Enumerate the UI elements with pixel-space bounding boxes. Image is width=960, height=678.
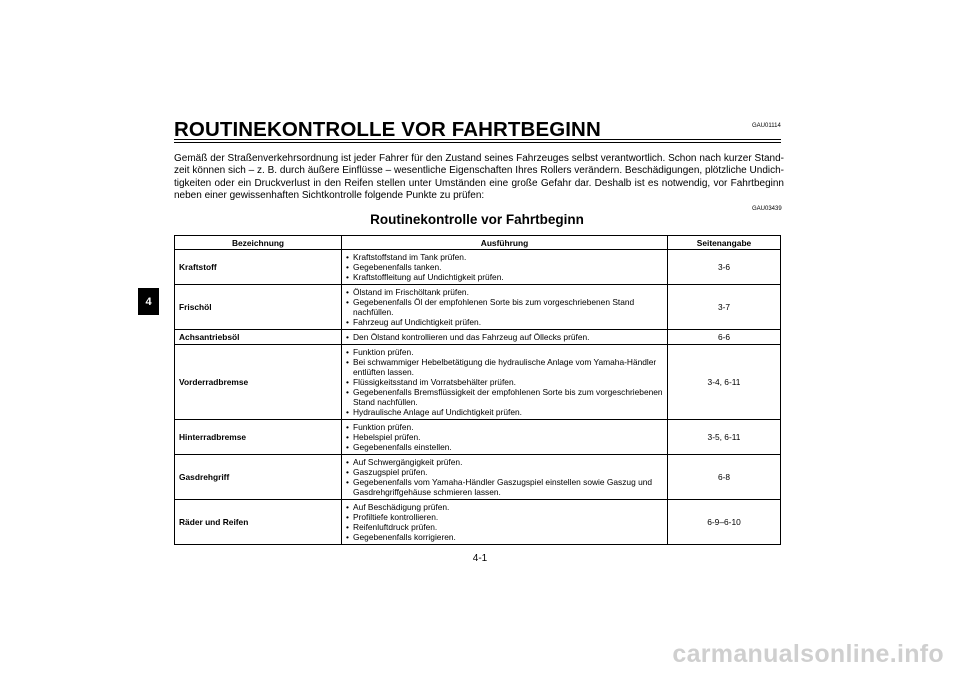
step-item: • Profiltiefe kontrollieren. [346,512,663,522]
reference-code-table: GAU03439 [752,206,782,212]
table-title: Routinekontrolle vor Fahrtbeginn [370,212,584,227]
row-name: Hinterradbremse [175,420,342,455]
row-steps [342,455,668,500]
step-item: • Gegebenenfalls tanken. [346,262,663,272]
step-item: • Auf Beschädigung prüfen. [346,502,663,512]
step-item: • Kraftstoffstand im Tank prüfen. [346,252,663,262]
intro-paragraph [174,153,784,203]
step-item: • Funktion prüfen. [346,347,663,357]
row-steps [342,330,668,345]
table-row [175,285,781,330]
step-item: • Fahrzeug auf Undichtigkeit prüfen. [346,317,663,327]
row-page-reference: 6-9–6-10 [668,500,781,545]
step-item: • Auf Schwergängigkeit prüfen. [346,457,663,467]
watermark: carmanualsonline.info [672,640,944,668]
step-item: • Gegebenenfalls Öl der empfohlenen Sorte bis zum vorgeschriebenen Stand nachfüllen. [346,297,663,317]
column-header-work: Ausführung [342,236,668,250]
column-header-page: Seitenangabe [668,236,781,250]
row-steps [342,500,668,545]
page-title: ROUTINEKONTROLLE VOR FAHRTBEGINN [174,118,601,141]
row-name: Kraftstoff [175,250,342,285]
table-row [175,420,781,455]
row-steps [342,285,668,330]
step-item: • Funktion prüfen. [346,422,663,432]
row-page-reference: 6-6 [668,330,781,345]
step-list [346,252,663,282]
step-item: • Reifenluftdruck prüfen. [346,522,663,532]
page-number: 4-1 [472,553,488,564]
row-name: Achsantriebsöl [175,330,342,345]
table-row [175,500,781,545]
table-header-row [175,236,781,250]
row-page-reference: 3-5, 6-11 [668,420,781,455]
step-list [346,287,663,327]
row-page-reference: 6-8 [668,455,781,500]
row-page-reference: 3-7 [668,285,781,330]
table-row [175,330,781,345]
intro-line: Gemäß der Straßenverkehrsordnung ist jeder Fahrer für den Zustand seines Fahrzeuges selbst verantwortlich. Schon nach kurzer Stand- [174,153,784,164]
row-page-reference: 3-6 [668,250,781,285]
step-item: • Gegebenenfalls vom Yamaha-Händler Gaszugspiel einstellen sowie Gaszug und Gasdrehgriffgehäuse schmieren lassen. [346,477,663,497]
step-list [346,347,663,417]
intro-line: neben einer gewissenhaften Sichtkontrolle folgende Punkte zu prüfen: [174,190,485,202]
step-item: • Hebelspiel prüfen. [346,432,663,442]
step-item: • Ölstand im Frischöltank prüfen. [346,287,663,297]
row-page-reference: 3-4, 6-11 [668,345,781,420]
intro-line: tigkeiten oder ein Druckverlust in den Reifen stellen unter Umständen eine große Gefahr dar. Deshalb ist es notwendig, vor Fahrtbeginn [174,177,784,189]
row-name: Räder und Reifen [175,500,342,545]
step-list [346,502,663,542]
reference-code-top: GAU01114 [752,123,781,129]
step-item: • Gaszugspiel prüfen. [346,467,663,477]
intro-line: zeit können sich – z. B. durch äußere Einflüsse – wesentliche Eigenschaften Ihres Rollers verändern. Beschädigungen, plötzliche Undich- [174,165,784,177]
step-list [346,422,663,452]
title-rule [174,139,781,143]
step-item: • Gegebenenfalls Bremsflüssigkeit der empfohlenen Sorte bis zum vorgeschriebenen Stand nachfüllen. [346,387,663,407]
routine-check-table [174,235,781,545]
step-item: • Gegebenenfalls korrigieren. [346,532,663,542]
row-steps [342,420,668,455]
chapter-tab: 4 [138,288,159,315]
table-row [175,345,781,420]
row-name: Gasdrehgriff [175,455,342,500]
table-row [175,250,781,285]
column-header-name: Bezeichnung [175,236,342,250]
row-name: Frischöl [175,285,342,330]
step-item: • Den Ölstand kontrollieren und das Fahrzeug auf Öllecks prüfen. [346,332,663,342]
step-list [346,457,663,497]
table-body [175,250,781,545]
step-item: • Kraftstoffleitung auf Undichtigkeit prüfen. [346,272,663,282]
step-list [346,332,663,342]
step-item: • Bei schwammiger Hebelbetätigung die hydraulische Anlage vom Yamaha-Händler entlüften lassen. [346,357,663,377]
row-name: Vorderradbremse [175,345,342,420]
table-row [175,455,781,500]
step-item: • Hydraulische Anlage auf Undichtigkeit prüfen. [346,407,663,417]
step-item: • Flüssigkeitsstand im Vorratsbehälter prüfen. [346,377,663,387]
row-steps [342,345,668,420]
step-item: • Gegebenenfalls einstellen. [346,442,663,452]
row-steps [342,250,668,285]
